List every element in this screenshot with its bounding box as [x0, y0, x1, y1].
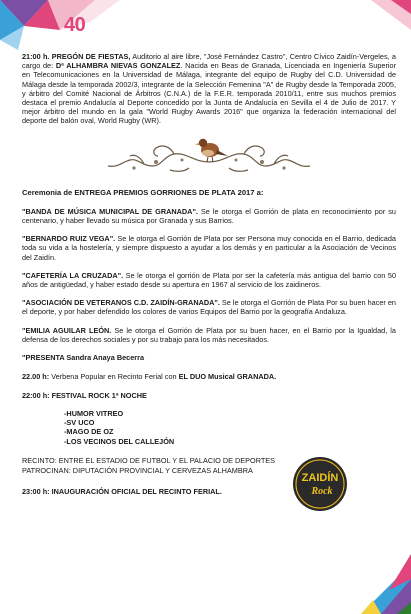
- festival-line: [22, 391, 396, 400]
- page-number: 40: [64, 14, 86, 36]
- ceremony-title: Ceremonia de ENTREGA PREMIOS GORRIONES DE PLATA 2017 a:: [22, 187, 264, 197]
- band-item: -SV UCO: [64, 418, 95, 428]
- inauguracion-time: 23:00 h:: [22, 486, 50, 496]
- inauguracion-text: INAUGURACIÓN OFICIAL DEL RECINTO FERIAL.: [49, 486, 222, 496]
- pregon-speaker: Dª ALHAMBRA NIEVAS GONZALEZ: [55, 61, 181, 71]
- pregon-title: PREGÓN DE FIESTAS,: [51, 52, 131, 61]
- verbena-time: 22.00 h:: [22, 372, 50, 382]
- award-text: Se le otorga el Gorrión de Plata Por su buen hacer en el deporte, y por haber defendido los colores de varios Equipos del Barrio por la geografía Andaluza.: [22, 298, 396, 317]
- venue-patrocinan: PATROCINAN: DIPUTACIÓN PROVINCIAL Y CERVEZAS ALHAMBRA: [22, 465, 253, 475]
- logo-line-2: Rock: [311, 486, 333, 497]
- pregon-text-2: . Nacida en Beas de Granada, Licenciada en Ingeniería Superior en Telecomunicaciones en la Universidad de Málaga, integrante del equipo de Rugby del C.D. Universidad de Málaga desde la temporada 2002/3, integrante de la Selección Femenina "A" de Rugby desde la Temporada 2005, y árbitro del Comité Nacional de Árbitros (C.N.A.) de la F.E.R. temporada 2010/11, entre sus muchos premios destaca el premio Andalucía al Deporte concedido por la Junta de Andalucía en Sevilla el 4 de Julio de 2017. Y mejor árbitro del mundo en la gala "World Rugby Awards 2016" que organiza la federación internacional del deporte del balón oval, World Rugby (WR).: [22, 61, 397, 126]
- pregon-text-1: Auditorio al aire libre, "José Fernández Castro", Centro Cívico Zaidín-Vergeles, a cargo de:: [22, 52, 396, 71]
- verbena-highlight: EL DUO Musical GRANADA.: [178, 372, 277, 382]
- award-text: Se le otorga el Gorrión de Plata por ser Persona muy conocida en el Barrio, dedicada toda su vida a la hostelería, y siempre dispuesto a ayudar a los demás y en particular a la Asociación de Vecinos del Zaidín.: [22, 234, 396, 262]
- festival-time: 22:00 h:: [22, 391, 50, 401]
- band-item: -LOS VECINOS DEL CALLEJÓN: [64, 436, 175, 446]
- zaidin-rock-logo: [292, 456, 348, 512]
- award-name: "EMILIA AGUILAR LEÓN.: [22, 325, 112, 335]
- pregon-time: 21:00 h.: [22, 52, 50, 61]
- award-entry: [22, 271, 396, 289]
- logo-line-1: ZAIDÍN: [301, 472, 339, 484]
- award-name: "CAFETERÍA LA CRUZADA".: [22, 270, 124, 280]
- award-entry: [22, 207, 396, 225]
- program-content: [22, 52, 396, 506]
- award-text: Se le otorga el Gorrión de Plata por su buen hacer, en el Barrio por la Igualdad, la defensa de los derechos sociales y por su trabajo para los más necesitados.: [22, 325, 396, 344]
- corner-decoration-bottom-right: [321, 544, 411, 614]
- corner-decoration-top-left: [0, 0, 120, 50]
- pregon-paragraph: [22, 52, 396, 126]
- award-name: "BERNARDO RUIZ VEGA".: [22, 234, 116, 244]
- corner-decoration-top-right: [351, 0, 411, 60]
- award-entry: [22, 298, 396, 316]
- festival-title: FESTIVAL ROCK 1ª NOCHE: [49, 391, 147, 401]
- award-name: "ASOCIACIÓN DE VETERANOS C.D. ZAIDÍN-GRANADA".: [22, 298, 220, 308]
- venue-recinto: RECINTO: ENTRE EL ESTADIO DE FUTBOL Y EL PALACIO DE DEPORTES: [22, 456, 276, 466]
- award-entry: [22, 326, 396, 344]
- bird-ornament-divider: [104, 132, 314, 178]
- award-name: "BANDA DE MÚSICA MUNICIPAL DE GRANADA".: [22, 206, 198, 216]
- band-item: -HUMOR VITREO: [64, 408, 124, 418]
- award-entry: [22, 234, 396, 262]
- presenter-line: "PRESENTA Sandra Anaya Becerra: [22, 353, 145, 363]
- verbena-line: [22, 372, 396, 381]
- award-text: Se le otorga el Gorrión de plata en reconocimiento por su centenario, y haber llevado su música por Granada y sus Barrios.: [22, 206, 396, 226]
- verbena-text: Verbena Popular en Recinto Ferial con: [49, 372, 179, 382]
- band-item: -MAGO DE OZ: [64, 427, 114, 437]
- award-text: Se le otorga el gorrión de Plata por ser la cafetería más antigua del barrio con 50 años de antigüedad, y haber estado desde su apertura en 1967 al servicio de los zaidineros.: [22, 270, 397, 290]
- band-list: [64, 409, 396, 447]
